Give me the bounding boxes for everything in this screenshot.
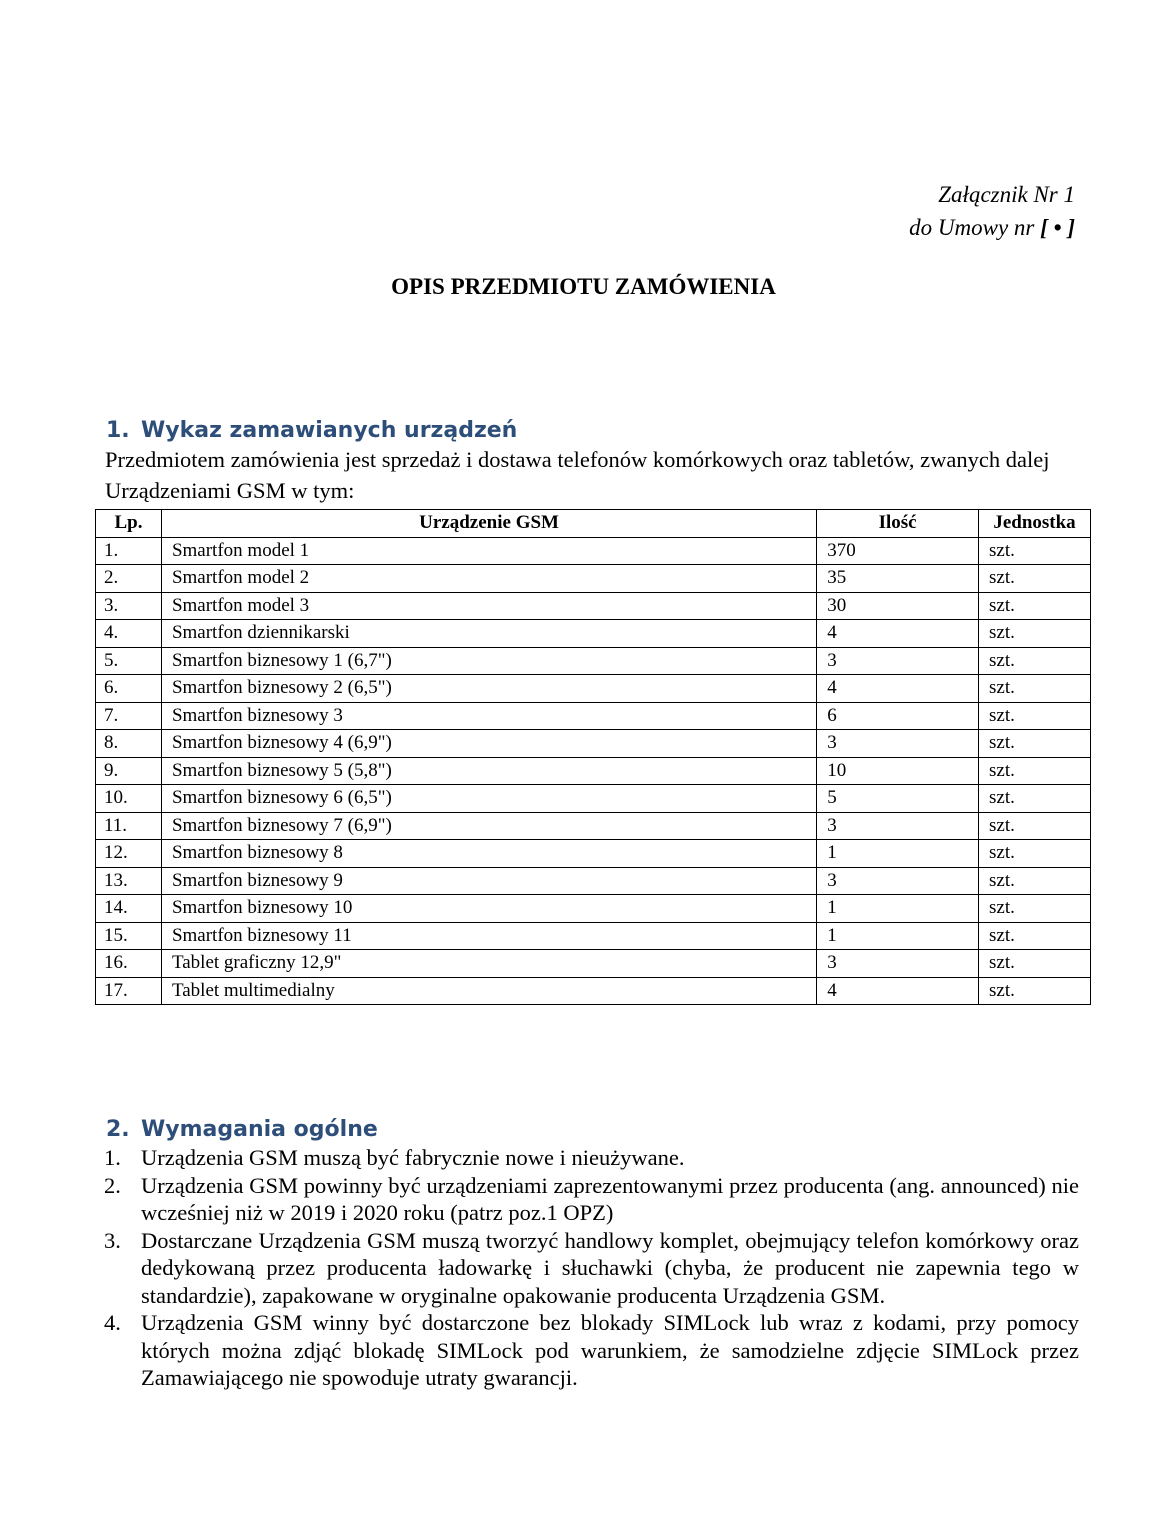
- row-device: Smartfon biznesowy 8: [161, 840, 816, 868]
- section-1-heading: [106, 418, 517, 443]
- row-lp: 9.: [96, 757, 162, 785]
- row-unit: szt.: [979, 537, 1091, 565]
- table-row: [96, 730, 1091, 758]
- table-row: [96, 592, 1091, 620]
- table-row: [96, 785, 1091, 813]
- list-item: [104, 1172, 1079, 1227]
- table-row: [96, 757, 1091, 785]
- table-row: [96, 565, 1091, 593]
- row-quantity: 1: [817, 895, 979, 923]
- table-row: [96, 922, 1091, 950]
- row-quantity: 4: [817, 977, 979, 1005]
- row-quantity: 3: [817, 950, 979, 978]
- row-quantity: 4: [817, 675, 979, 703]
- row-unit: szt.: [979, 620, 1091, 648]
- row-unit: szt.: [979, 565, 1091, 593]
- row-quantity: 30: [817, 592, 979, 620]
- list-item-number: 3.: [104, 1227, 121, 1253]
- table-row: [96, 537, 1091, 565]
- section-1-title: Wykaz zamawianych urządzeń: [141, 418, 518, 443]
- list-item-number: 4.: [104, 1310, 121, 1335]
- row-device: Smartfon biznesowy 11: [161, 922, 816, 950]
- row-quantity: 5: [817, 785, 979, 813]
- row-quantity: 3: [817, 647, 979, 675]
- row-unit: szt.: [979, 895, 1091, 923]
- contract-reference-prefix: do Umowy nr: [909, 215, 1041, 240]
- contract-number-placeholder: [ • ]: [1040, 215, 1075, 240]
- row-lp: 8.: [96, 730, 162, 758]
- table-row: [96, 702, 1091, 730]
- list-item: [104, 1144, 1079, 1172]
- list-item-number: 2.: [104, 1172, 121, 1198]
- row-lp: 3.: [96, 592, 162, 620]
- row-unit: szt.: [979, 785, 1091, 813]
- section-1-number: 1.: [106, 418, 130, 443]
- list-item: [104, 1227, 1079, 1310]
- row-unit: szt.: [979, 730, 1091, 758]
- row-device: Smartfon biznesowy 4 (6,9"): [161, 730, 816, 758]
- row-lp: 6.: [96, 675, 162, 703]
- table-row: [96, 950, 1091, 978]
- row-quantity: 3: [817, 730, 979, 758]
- row-device: Tablet graficzny 12,9": [161, 950, 816, 978]
- header-unit: Jednostka: [979, 510, 1091, 538]
- row-unit: szt.: [979, 977, 1091, 1005]
- row-device: Smartfon model 2: [161, 565, 816, 593]
- row-lp: 10.: [96, 785, 162, 813]
- row-device: Smartfon biznesowy 2 (6,5"): [161, 675, 816, 703]
- table-row: [96, 675, 1091, 703]
- row-device: Smartfon biznesowy 10: [161, 895, 816, 923]
- row-device: Smartfon model 1: [161, 537, 816, 565]
- row-quantity: 3: [817, 867, 979, 895]
- list-item-text: Urządzenia GSM powinny być urządzeniami zaprezentowanymi przez producenta (ang. announced) nie wcześniej niż w 2019 i 2020 roku (patrz poz.1 OPZ): [141, 1172, 1079, 1225]
- table-row: [96, 620, 1091, 648]
- table-row: [96, 867, 1091, 895]
- row-unit: szt.: [979, 840, 1091, 868]
- row-unit: szt.: [979, 647, 1091, 675]
- row-lp: 11.: [96, 812, 162, 840]
- annex-header: [909, 178, 1075, 244]
- row-device: Tablet multimedialny: [161, 977, 816, 1005]
- row-quantity: 4: [817, 620, 979, 648]
- row-device: Smartfon biznesowy 9: [161, 867, 816, 895]
- row-unit: szt.: [979, 922, 1091, 950]
- row-lp: 13.: [96, 867, 162, 895]
- annex-number: Załącznik Nr 1: [938, 182, 1075, 207]
- row-unit: szt.: [979, 867, 1091, 895]
- table-header-row: [96, 510, 1091, 538]
- list-item-number: 1.: [104, 1145, 121, 1170]
- row-quantity: 6: [817, 702, 979, 730]
- row-quantity: 10: [817, 757, 979, 785]
- row-unit: szt.: [979, 702, 1091, 730]
- row-lp: 2.: [96, 565, 162, 593]
- row-lp: 7.: [96, 702, 162, 730]
- row-device: Smartfon dziennikarski: [161, 620, 816, 648]
- requirements-list: [104, 1144, 1079, 1392]
- row-device: Smartfon biznesowy 7 (6,9"): [161, 812, 816, 840]
- devices-table: [95, 509, 1091, 1005]
- row-device: Smartfon biznesowy 6 (6,5"): [161, 785, 816, 813]
- row-device: Smartfon biznesowy 5 (5,8"): [161, 757, 816, 785]
- section-2-title: Wymagania ogólne: [141, 1117, 378, 1142]
- row-quantity: 3: [817, 812, 979, 840]
- row-unit: szt.: [979, 675, 1091, 703]
- list-item-text: Urządzenia GSM winny być dostarczone bez blokady SIMLock lub wraz z kodami, przy pomocy których można zdjąć blokadę SIMLock pod warunkiem, że samodzielne zdjęcie SIMLock przez Zamawiającego nie spowoduje utraty gwarancji.: [141, 1310, 1079, 1390]
- list-item: [104, 1309, 1079, 1392]
- row-lp: 15.: [96, 922, 162, 950]
- document-title: OPIS PRZEDMIOTU ZAMÓWIENIA: [391, 274, 776, 299]
- section-2-number: 2.: [106, 1117, 130, 1142]
- row-unit: szt.: [979, 757, 1091, 785]
- row-lp: 4.: [96, 620, 162, 648]
- table-row: [96, 647, 1091, 675]
- header-device: Urządzenie GSM: [161, 510, 816, 538]
- table-row: [96, 840, 1091, 868]
- contract-reference: [909, 211, 1075, 244]
- table-row: [96, 895, 1091, 923]
- list-item-text: Urządzenia GSM muszą być fabrycznie nowe i nieużywane.: [141, 1145, 685, 1170]
- header-quantity: Ilość: [817, 510, 979, 538]
- row-lp: 16.: [96, 950, 162, 978]
- row-quantity: 1: [817, 840, 979, 868]
- header-lp: Lp.: [96, 510, 162, 538]
- row-device: Smartfon biznesowy 3: [161, 702, 816, 730]
- table-row: [96, 812, 1091, 840]
- row-quantity: 35: [817, 565, 979, 593]
- row-device: Smartfon biznesowy 1 (6,7"): [161, 647, 816, 675]
- row-quantity: 1: [817, 922, 979, 950]
- row-lp: 12.: [96, 840, 162, 868]
- row-quantity: 370: [817, 537, 979, 565]
- section-1-intro: Przedmiotem zamówienia jest sprzedaż i dostawa telefonów komórkowych oraz tabletów, zwanych dalej Urządzeniami GSM w tym:: [105, 447, 1050, 503]
- row-lp: 17.: [96, 977, 162, 1005]
- row-lp: 14.: [96, 895, 162, 923]
- table-row: [96, 977, 1091, 1005]
- list-item-text: Dostarczane Urządzenia GSM muszą tworzyć handlowy komplet, obejmujący telefon komórkowy oraz dedykowaną przez producenta ładowarkę i słuchawki (chyba, że producent nie zapewnia tego w standardzie), zapakowane w oryginalne opakowanie producenta Urządzenia GSM.: [141, 1227, 1079, 1308]
- row-lp: 1.: [96, 537, 162, 565]
- section-2-heading: [106, 1117, 378, 1142]
- row-unit: szt.: [979, 812, 1091, 840]
- row-device: Smartfon model 3: [161, 592, 816, 620]
- row-unit: szt.: [979, 592, 1091, 620]
- row-lp: 5.: [96, 647, 162, 675]
- row-unit: szt.: [979, 950, 1091, 978]
